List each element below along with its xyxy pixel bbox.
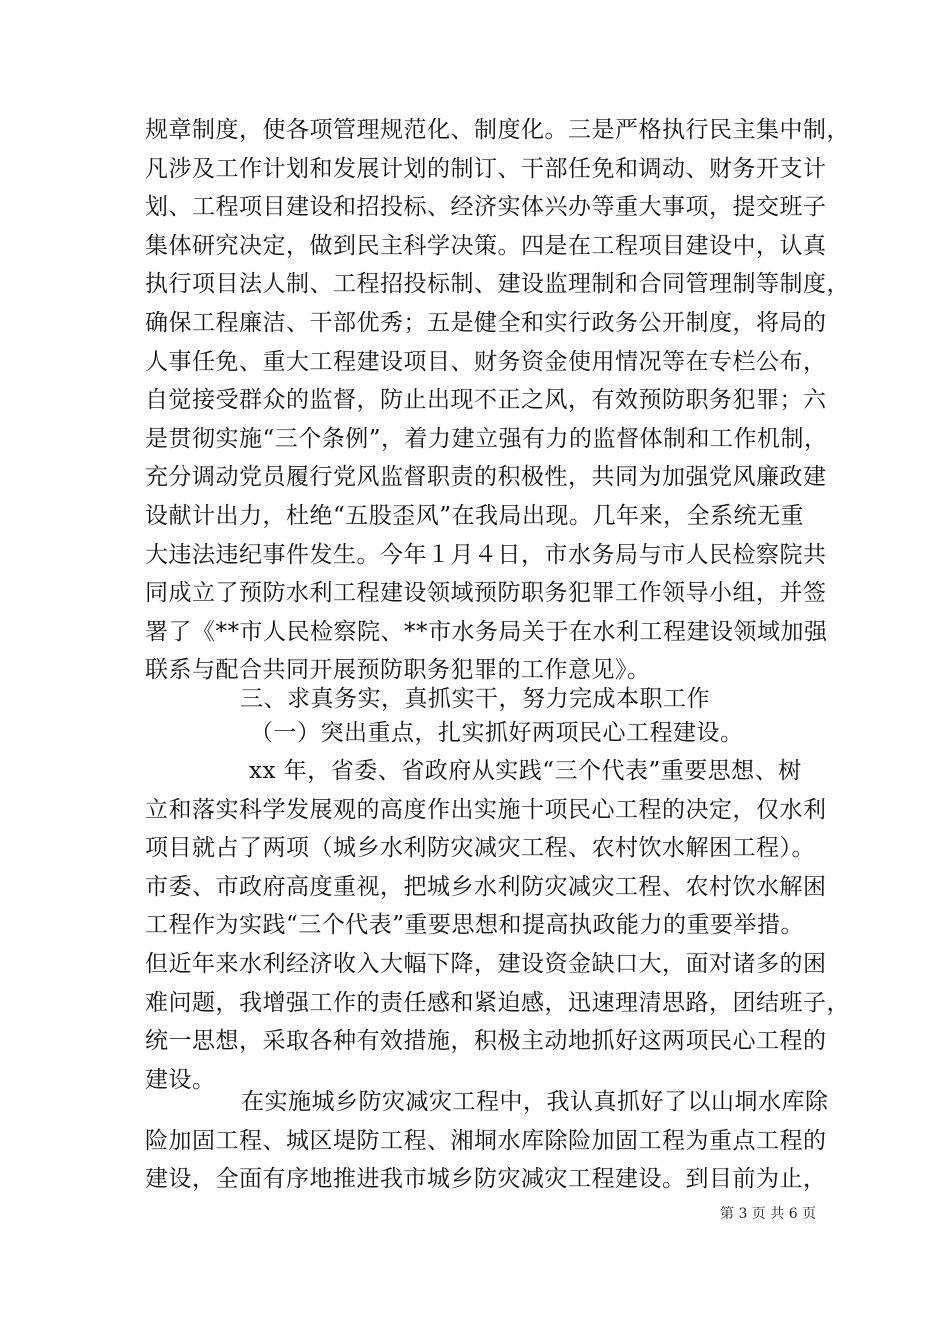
text-line: 联系与配合共同开展预防职务犯罪的工作意见》。: [145, 657, 651, 684]
text-line: 但近年来水利经济收入大幅下降，建设资金缺口大，面对诸多的困: [145, 950, 827, 977]
text-line: 执行项目法人制、工程招投标制、建设监理制和合同管理制等制度，: [145, 271, 850, 298]
text-line: 难问题，我增强工作的责任感和紧迫感，迅速理清思路，团结班子，: [145, 989, 850, 1016]
text-line: 立和落实科学发展观的高度作出实施十项民心工程的决定，仅水利: [145, 796, 827, 823]
text-line: 项目就占了两项（城乡水利防灾减灾工程、农村饮水解困工程）。: [145, 835, 815, 862]
paragraph-2: [145, 752, 850, 1099]
text-line: 确保工程廉洁、干部优秀；五是健全和实行政务公开制度，将局的: [145, 309, 827, 336]
text-line: 凡涉及工作计划和发展计划的制订、干部任免和调动、财务开支计: [145, 155, 827, 182]
text-line: 同成立了预防水利工程建设领域预防职务犯罪工作领导小组，并签: [145, 580, 827, 607]
text-line: 人事任免、重大工程建设项目、财务资金使用情况等在专栏公布，: [145, 348, 827, 375]
text-line: 规章制度，使各项管理规范化、制度化。三是严格执行民主集中制，: [145, 117, 850, 143]
page-number-footer: 第 3 页 共 6 页: [720, 1206, 817, 1222]
text-line: 险加固工程、城区堤防工程、湘垌水库除险加固工程为重点工程的: [145, 1127, 827, 1154]
text-line: 自觉接受群众的监督，防止出现不正之风，有效预防职务犯罪；六: [145, 387, 827, 414]
text-line: 设献计出力，杜绝“五股歪风”在我局出现。几年来，全系统无重: [145, 502, 805, 529]
text-line: 市委、市政府高度重视，把城乡水利防灾减灾工程、农村饮水解困: [145, 873, 827, 900]
text-line: 在实施城乡防灾减灾工程中，我认真抓好了以山垌水库除: [241, 1089, 829, 1115]
subsection-heading: （一）突出重点，扎实抓好两项民心工程建设。: [250, 720, 744, 746]
text-line: 署了《**市人民检察院、**市水务局关于在水利工程建设领域加强: [145, 618, 828, 645]
text-line: 建设，全面有序地推进我市城乡防灾减灾工程建设。到目前为止，: [145, 1166, 827, 1193]
text-line: 工程作为实践“三个代表”重要思想和提高执政能力的重要举措。: [145, 912, 805, 939]
text-line: 集体研究决定，做到民主科学决策。四是在工程项目建设中，认真: [145, 232, 827, 259]
text-line: 是贯彻实施“三个条例”，着力建立强有力的监督体制和工作机制，: [145, 425, 828, 452]
text-line: xx 年，省委、省政府从实践“三个代表”重要思想、树: [249, 758, 802, 784]
paragraph-1: [145, 111, 850, 690]
text-line: 划、工程项目建设和招投标、经济实体兴办等重大事项，提交班子: [145, 194, 827, 221]
text-line: 充分调动党员履行党风监督职责的积极性，共同为加强党风廉政建: [145, 464, 827, 491]
paragraph-3: [145, 1083, 829, 1199]
section-heading: 三、求真务实，真抓实干，努力完成本职工作: [240, 686, 710, 712]
text-line: 大违法违纪事件发生。今年１月４日，市水务局与市人民检察院共: [145, 541, 827, 568]
text-line: 统一思想，采取各种有效措施，积极主动地抓好这两项民心工程的: [145, 1028, 827, 1055]
text-line: 建设。: [145, 1066, 216, 1093]
